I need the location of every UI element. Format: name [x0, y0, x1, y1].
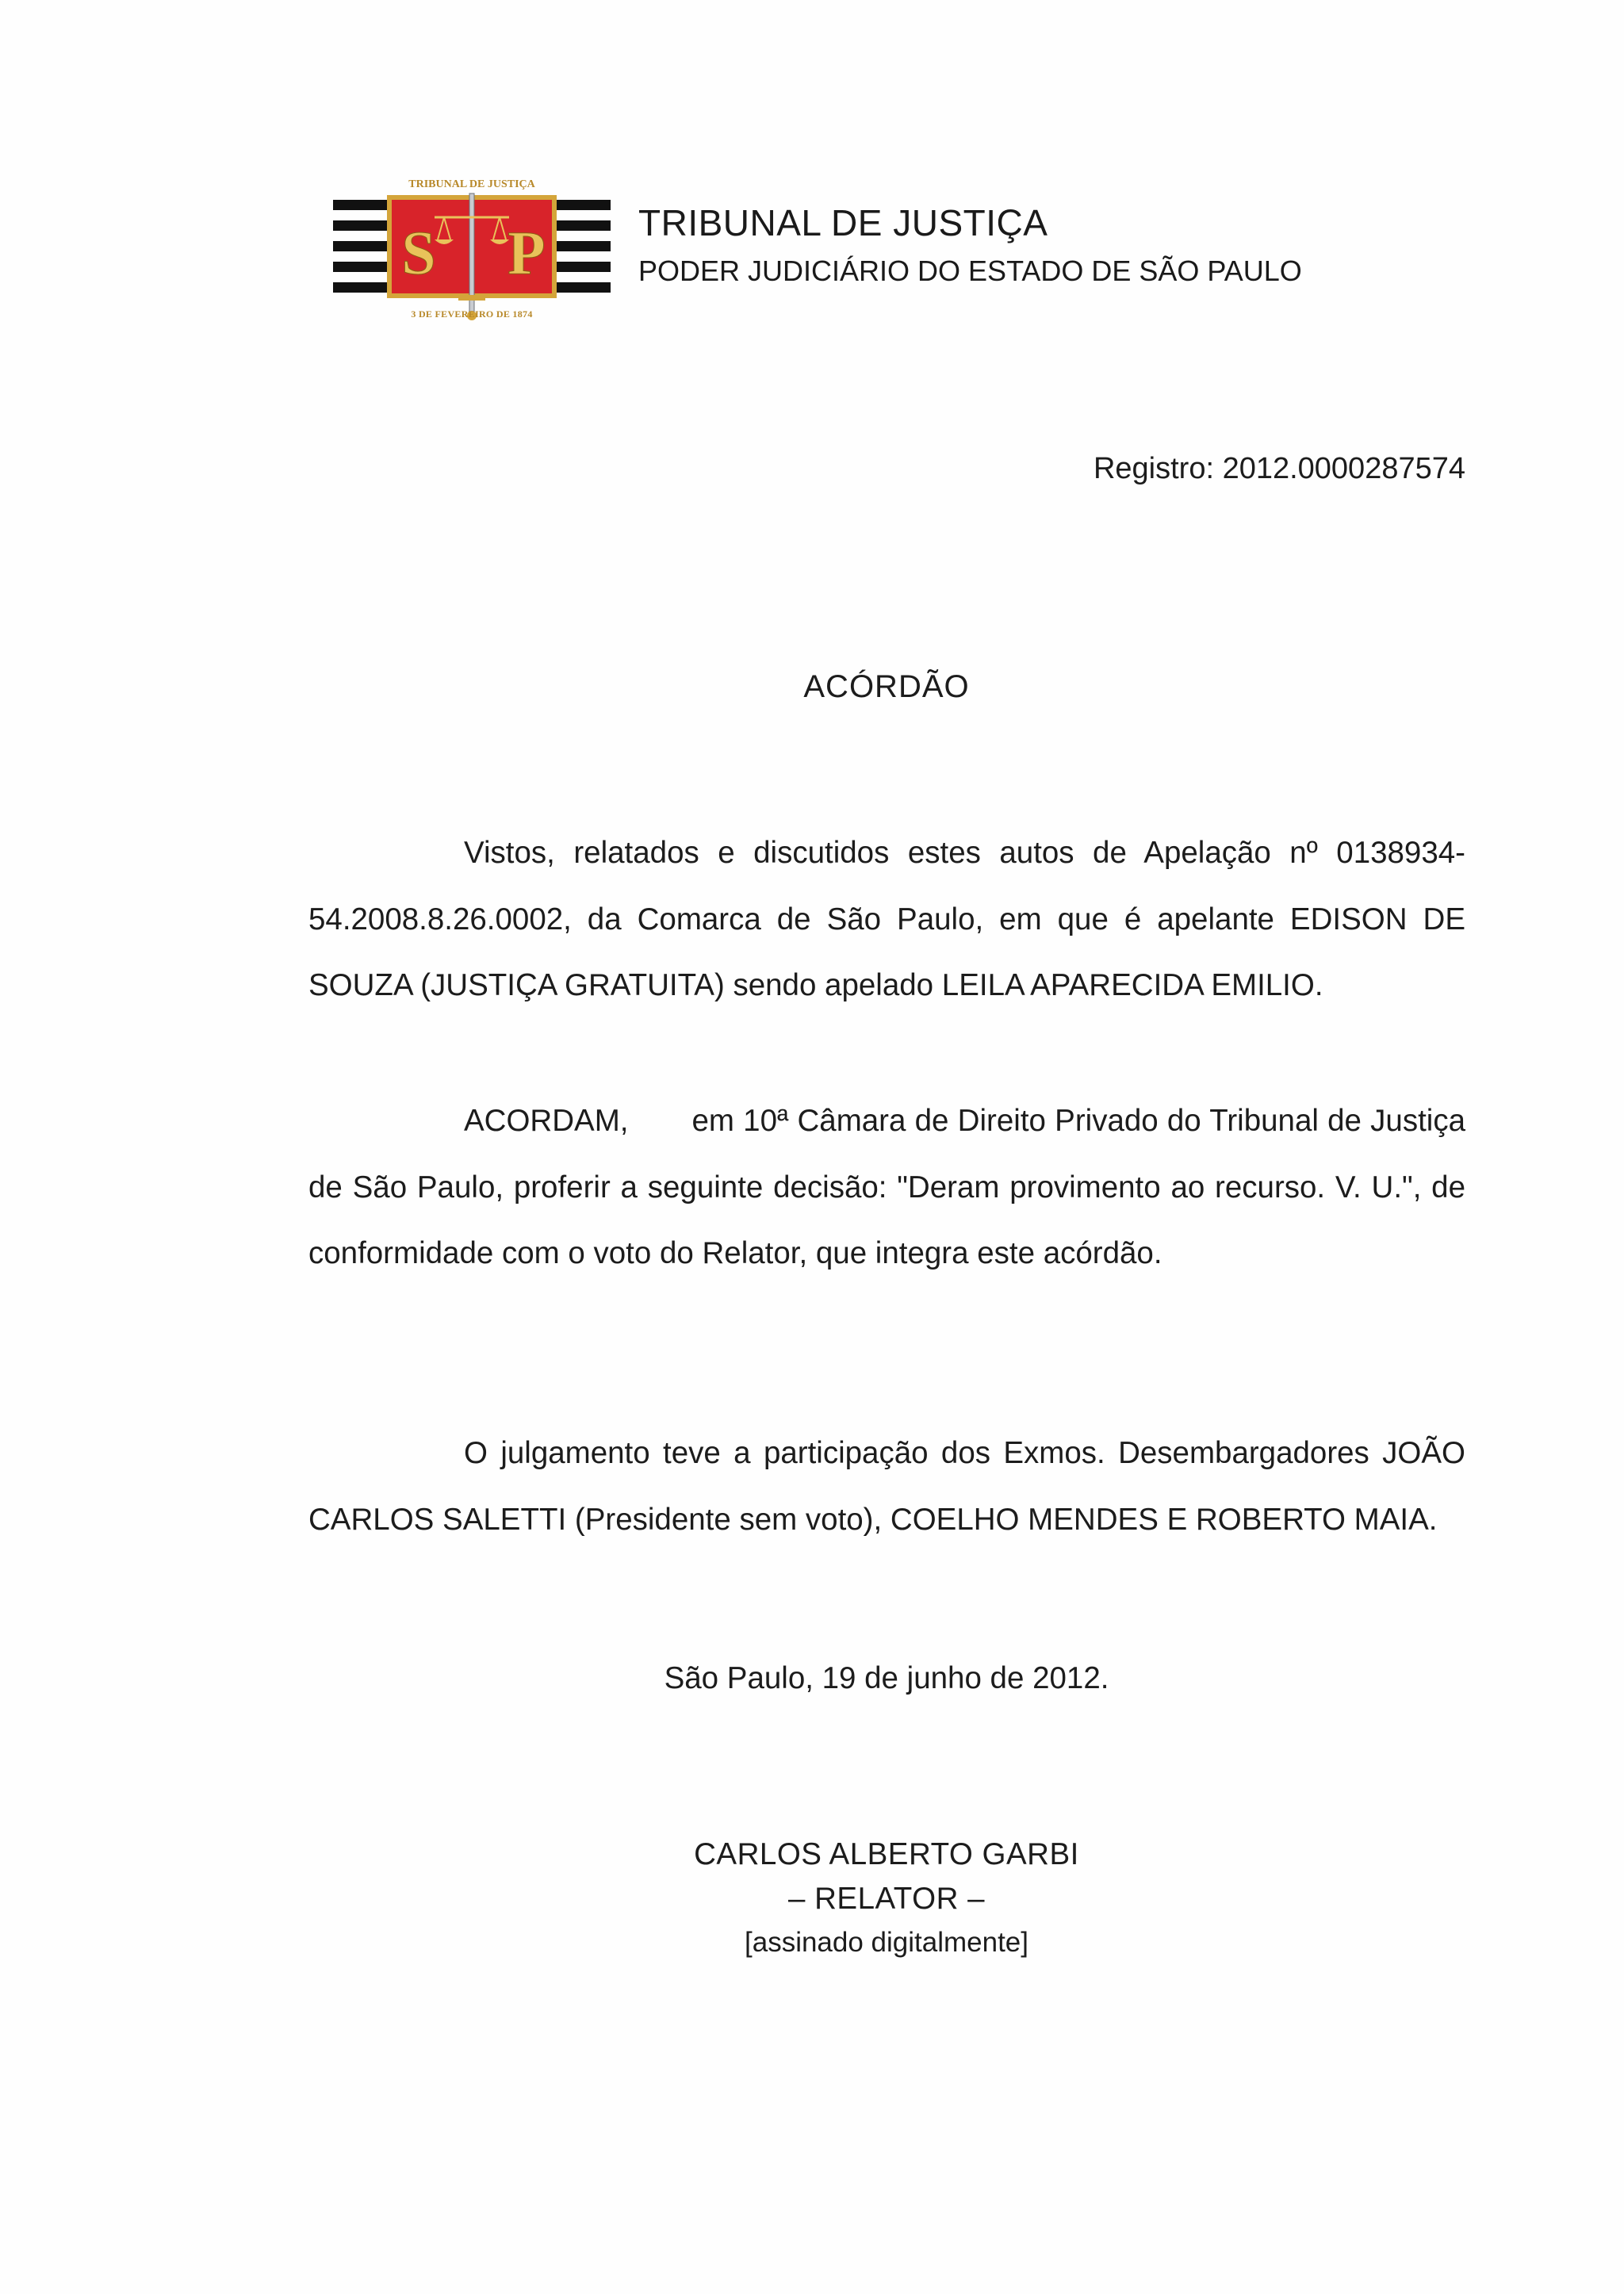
header-text-block [638, 202, 1302, 287]
digital-signature-note: [assinado digitalmente] [745, 1927, 1028, 1958]
paragraph-acordam-text: em 10ª Câmara de Direito Privado do Tribunal de Justiça de São Paulo, proferir a seguinte decisão: "Deram provimento ao recurso. V. U.", de conformidade com o voto do Relator, que integra este acórdão. [308, 1104, 1465, 1270]
court-subtitle: PODER JUDICIÁRIO DO ESTADO DE SÃO PAULO [638, 255, 1302, 287]
document-title: ACÓRDÃO [803, 669, 970, 704]
signatory-name: CARLOS ALBERTO GARBI [694, 1837, 1079, 1871]
seal-left-letter: S [401, 218, 436, 287]
registration-number: Registro: 2012.0000287574 [1093, 452, 1465, 485]
court-name: TRIBUNAL DE JUSTIÇA [638, 202, 1048, 243]
paragraph-julgamento-text: O julgamento teve a participação dos Exmos. Desembargadores JOÃO CARLOS SALETTI (Presidente sem voto), COELHO MENDES E ROBERTO MAIA. [308, 1436, 1465, 1537]
paragraph-vistos [308, 820, 1465, 1019]
seal-bottom-text: 3 DE FEVEREIRO DE 1874 [411, 308, 533, 320]
paragraph-acordam-lead: ACORDAM, [464, 1104, 629, 1138]
court-seal-logo [333, 176, 611, 327]
place-and-date: São Paulo, 19 de junho de 2012. [664, 1661, 1109, 1695]
paragraph-acordam [308, 1088, 1465, 1287]
paragraph-vistos-text: Vistos, relatados e discutidos estes autos de Apelação nº 0138934-54.2008.8.26.0002, da Comarca de São Paulo, em que é apelante EDISON DE SOUZA (JUSTIÇA GRATUITA) sendo apelado LEILA APARECIDA EMILIO. [308, 836, 1465, 1002]
paragraph-julgamento [308, 1420, 1465, 1553]
seal-top-text: TRIBUNAL DE JUSTIÇA [408, 178, 535, 190]
seal-right-letter: P [508, 218, 546, 287]
signatory-role: – RELATOR – [787, 1882, 985, 1916]
